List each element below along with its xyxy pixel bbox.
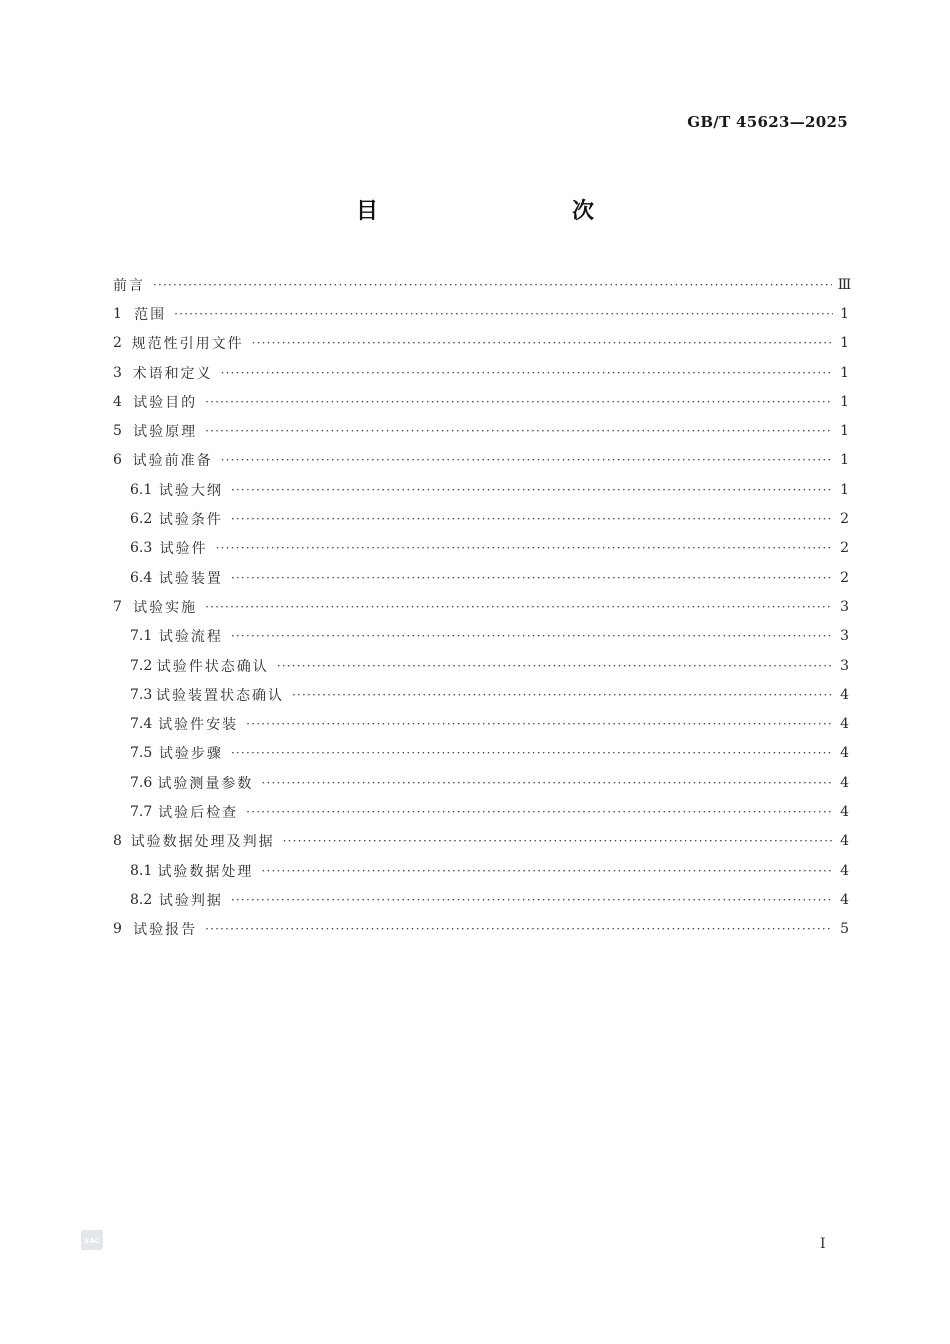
- toc-entry[interactable]: [113, 563, 849, 592]
- toc-entry[interactable]: [113, 592, 849, 621]
- toc-leader-dots: [231, 894, 833, 906]
- toc-entry-page: 4: [840, 774, 849, 791]
- toc-entry-page: 1: [840, 481, 849, 498]
- toc-leader-dots: [205, 396, 833, 408]
- toc-leader-dots: [231, 513, 833, 525]
- toc-entry-number: 7.6: [130, 774, 153, 791]
- toc-entry[interactable]: [113, 885, 849, 914]
- toc-leader-dots: [205, 601, 833, 613]
- page-number: I: [820, 1236, 826, 1252]
- svg-text:SAC: SAC: [84, 1237, 100, 1245]
- toc-entry[interactable]: [113, 329, 849, 358]
- toc-entry[interactable]: [113, 270, 852, 299]
- toc-entry[interactable]: [113, 797, 849, 826]
- toc-entry-label: 试验判据: [158, 892, 223, 909]
- toc-leader-dots: [231, 572, 833, 584]
- toc-leader-dots: [292, 689, 833, 701]
- toc-entry-label: 术语和定义: [132, 365, 213, 382]
- toc-entry-page: 3: [840, 628, 849, 645]
- toc-entry-label: 试验条件: [158, 512, 223, 529]
- toc-entry-page: 3: [840, 657, 849, 674]
- toc-entry-number: 3: [113, 364, 122, 381]
- toc-entry-label: 试验大纲: [158, 482, 223, 499]
- toc-entry-page: 1: [840, 423, 849, 440]
- toc-entry-page: 4: [840, 862, 849, 879]
- toc-entry-number: 7.5: [130, 745, 153, 762]
- toc-entry-label: 试验实施: [133, 599, 198, 616]
- toc-entry-page: 5: [840, 921, 849, 938]
- toc-entry-number: 5: [113, 423, 122, 440]
- toc-entry[interactable]: [113, 534, 849, 563]
- toc-leader-dots: [246, 806, 833, 818]
- toc-entry[interactable]: [113, 827, 849, 856]
- toc-entry-number: 4: [113, 393, 122, 410]
- toc-entry[interactable]: [113, 416, 849, 445]
- toc-entry-label: 试验后检查: [158, 804, 239, 821]
- toc-entry-page: 2: [840, 569, 849, 586]
- sac-logo-icon: [79, 1228, 105, 1252]
- toc-leader-dots: [221, 454, 833, 466]
- toc-entry-page: 4: [840, 716, 849, 733]
- toc-entry-label: 范围: [134, 306, 167, 323]
- toc-entry[interactable]: [113, 739, 849, 768]
- toc-entry-label: 试验件: [159, 541, 208, 558]
- toc-entry[interactable]: [113, 709, 849, 738]
- toc-entry-number: 7.7: [130, 803, 153, 820]
- toc-entry[interactable]: [113, 446, 849, 475]
- toc-entry-label: 试验测量参数: [157, 775, 254, 792]
- toc-entry-number: 6.4: [130, 569, 153, 586]
- toc-entry[interactable]: [113, 387, 849, 416]
- toc-entry[interactable]: [113, 768, 849, 797]
- toc-entry-number: 6.1: [130, 481, 153, 498]
- toc-entry-page: 2: [840, 511, 849, 528]
- toc-entry-number: 8.2: [130, 891, 153, 908]
- toc-leader-dots: [221, 367, 833, 379]
- toc-leader-dots: [174, 308, 833, 320]
- toc-entry-number: 6.2: [130, 511, 153, 528]
- toc-leader-dots: [246, 718, 833, 730]
- toc-entry-page: 1: [840, 364, 849, 381]
- toc-entry-label: 试验装置: [158, 570, 223, 587]
- toc-leader-dots: [153, 279, 832, 291]
- toc-entry-label: 试验前准备: [132, 453, 213, 470]
- toc-entry[interactable]: [113, 856, 849, 885]
- toc-leader-dots: [205, 425, 833, 437]
- toc-entry-label: 试验步骤: [158, 746, 223, 763]
- toc-entry-label: 前言: [113, 277, 145, 294]
- toc-entry-label: 试验报告: [133, 922, 198, 939]
- toc-entry[interactable]: [113, 651, 849, 680]
- toc-entry-page: 1: [840, 452, 849, 469]
- toc-entry[interactable]: [113, 622, 849, 651]
- toc-entry[interactable]: [113, 299, 849, 328]
- toc-entry-number: 7.2: [130, 657, 153, 674]
- toc-entry-label: 试验装置状态确认: [155, 687, 284, 704]
- toc-leader-dots: [277, 660, 833, 672]
- toc-entry[interactable]: [113, 680, 849, 709]
- toc-leader-dots: [216, 542, 833, 554]
- toc-entry[interactable]: [113, 475, 849, 504]
- toc-entry[interactable]: [113, 504, 849, 533]
- toc-entry[interactable]: [113, 915, 849, 944]
- toc-leader-dots: [252, 337, 833, 349]
- toc-entry-page: 3: [840, 598, 849, 615]
- toc-entry-number: 9: [113, 921, 122, 938]
- toc-leader-dots: [231, 484, 833, 496]
- toc-entry-page: 4: [840, 803, 849, 820]
- toc-entry-page: 1: [840, 305, 849, 322]
- toc-leader-dots: [231, 747, 833, 759]
- toc-leader-dots: [205, 923, 833, 935]
- toc-entry-page: 4: [840, 745, 849, 762]
- toc-entry-page: Ⅲ: [837, 276, 852, 293]
- toc-entry-page: 4: [840, 833, 849, 850]
- toc-title: 目 次: [355, 199, 644, 224]
- toc-entry-number: 7.4: [130, 716, 153, 733]
- toc-entry-number: 7.3: [130, 686, 153, 703]
- toc-entry-label: 试验件安装: [158, 717, 239, 734]
- toc-leader-dots: [261, 777, 833, 789]
- toc-entry-page: 1: [840, 335, 849, 352]
- toc-entry-number: 6: [113, 452, 122, 469]
- toc-entry-page: 2: [840, 540, 849, 557]
- toc-entry-label: 试验目的: [133, 394, 198, 411]
- toc-entry-label: 试验原理: [133, 424, 198, 441]
- toc-entry-page: 1: [840, 393, 849, 410]
- toc-entry-label: 试验流程: [158, 629, 223, 646]
- toc-entry-number: 8.1: [130, 862, 153, 879]
- toc-leader-dots: [231, 630, 833, 642]
- toc-entry-label: 试验数据处理: [157, 863, 254, 880]
- toc-entry[interactable]: [113, 358, 849, 387]
- toc-entry-page: 4: [840, 686, 849, 703]
- toc-entry-label: 试验件状态确认: [156, 658, 269, 675]
- toc-entry-number: 1: [113, 305, 122, 322]
- toc-entry-number: 6.3: [130, 540, 153, 557]
- toc-entry-number: 7.1: [130, 628, 153, 645]
- toc-entry-number: 2: [113, 335, 122, 352]
- standard-code: GB/T 45623—2025: [687, 113, 848, 131]
- toc-leader-dots: [261, 865, 833, 877]
- toc-entry-label: 规范性引用文件: [131, 336, 244, 353]
- toc-leader-dots: [283, 835, 833, 847]
- toc-entry-page: 4: [840, 891, 849, 908]
- toc-entry-number: 7: [113, 598, 122, 615]
- table-of-contents: [113, 270, 852, 944]
- toc-entry-number: 8: [113, 833, 122, 850]
- toc-entry-label: 试验数据处理及判据: [130, 834, 275, 851]
